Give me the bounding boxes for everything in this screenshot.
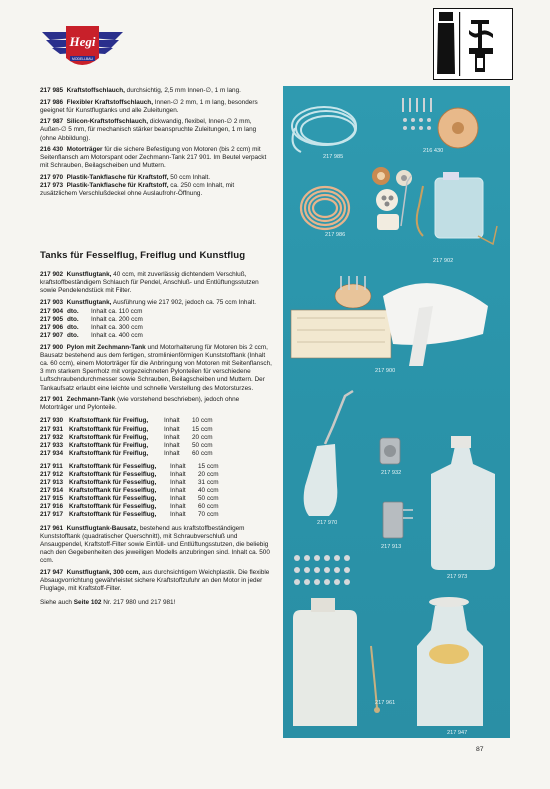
intro-block — [40, 87, 272, 202]
photo-label-217913: 217 913 — [381, 544, 402, 550]
product-photo — [283, 86, 510, 738]
list-item: 217 933 Kraftstofftank für Freiflug, Inhalt 50 ccm — [40, 441, 213, 449]
list-item: 217 904 dto. Inhalt ca. 110 ccm — [40, 308, 143, 316]
motor-mount-image — [403, 98, 478, 148]
photo-label-217947: 217 947 — [447, 730, 468, 736]
product-217903: 217 903 Kunstflugtank, Ausführung wie 217 902, jedoch ca. 75 ccm Inhalt. — [40, 298, 256, 306]
list-item: 217 914 Kraftstofftank für Fesselflug, Inhalt 40 ccm — [40, 487, 219, 495]
freiflug-list — [40, 417, 272, 457]
tank-bottle-217947-image — [417, 597, 483, 726]
footer-note: Siehe auch Seite 102 Nr. 217 980 und 217 981! — [40, 599, 176, 607]
product-217902: 217 902 Kunstflugtank, 40 ccm, mit zuverlässig dichtendem Verschluß, kraftstoffbeständigem Schlauch für Pendel, Anschluß- und Entlüftungsstutzen sowie Pendelendstück mit Filter. — [40, 271, 259, 295]
product-217987: 217 987 Silicon-Kraftstoffschlauch, dickwandig, flexibel, Innen-∅ 2 mm, Außen-∅ 5 mm, für mechanisch stärker beanspruchte Zuleitungen, 1 m lang (ohne Abbildung). — [40, 118, 257, 142]
tools-category-icon — [433, 8, 513, 80]
product-217947: 217 947 Kunstflugtank, 300 ccm, aus durchsichtigem Weichplastik. Die flexible Absaugvorrichtung gewährleistet sichere Kraftstoffzufuhr an den Motor in jeder Fluglage, mit Kraftstoff-Filter. — [40, 568, 270, 593]
list-item: 217 917 Kraftstofftank für Fesselflug, Inhalt 70 ccm — [40, 511, 219, 519]
copper-tubing-image — [301, 187, 349, 229]
dto-list — [40, 308, 272, 340]
tank-217932-image — [380, 438, 400, 464]
photo-label-217985: 217 985 — [323, 154, 344, 160]
photo-label-217961: 217 961 — [375, 700, 396, 706]
list-item: 217 912 Kraftstofftank für Fesselflug, Inhalt 20 ccm — [40, 470, 219, 478]
product-217973: 217 973 Plastik-Tankflasche für Kraftstoff, ca. 250 ccm Inhalt, mit zusätzlichem Verschlußdeckel ohne Auslaufrohr-Öffnung. — [40, 182, 235, 198]
product-216430: 216 430 Motorträger für die sichere Befestigung von Motoren (bis 2 ccm) mit Seitenflansch am Motorspant oder Zechmann-Tank 217 901. Im Beutel verpackt mit Schrauben, Beilagscheiben und Muttern. — [40, 146, 267, 170]
list-item: 217 913 Kraftstofftank für Fesselflug, Inhalt 31 ccm — [40, 479, 219, 487]
list-item: 217 906 dto. Inhalt ca. 300 ccm — [40, 324, 143, 332]
section-title: Tanks für Fesselflug, Freiflug und Kunstflug — [40, 250, 246, 261]
fesselflug-list — [40, 463, 272, 520]
list-item: 217 931 Kraftstofftank für Freiflug, Inhalt 15 ccm — [40, 425, 213, 433]
list-item: 217 911 Kraftstofftank für Fesselflug, Inhalt 15 ccm — [40, 462, 219, 470]
pylon-tank-217900-image — [291, 276, 488, 366]
tank-217913-image — [383, 502, 413, 538]
photo-label-217900: 217 900 — [375, 368, 396, 374]
product-217985: 217 985 Kraftstoffschlauch, durchsichtig, 2,5 mm Innen-∅, 1 m lang. — [40, 87, 241, 94]
clear-tubing-image — [292, 107, 356, 152]
photo-label-217932: 217 932 — [381, 470, 402, 476]
hegi-logo — [40, 18, 125, 76]
logo-subtext: MODELLBAU — [72, 57, 93, 61]
product-photo-panel — [283, 86, 510, 738]
product-217900: 217 900 Pylon mit Zechmann-Tank und Motorhalterung für Motoren bis 2 ccm, Bausatz bestehend aus dem fertigen, stromlinienförmigen Kunststofftank (Inhalt ca. 60 ccm), einem Motorträger für die Anbringung von Motoren mit Seitenflansch, 3 mm starkem Sperrholz mit vorgezeichneten Pylonteilen für verschiedene Luftschraubendurchmesser sowie Schrauben, Beilagscheiben und Muttern. Der Tankaufsatz erlaubt eine leichte und schnelle Verstellung des Motorsturzes. — [40, 343, 272, 392]
logo-text: Hegi — [69, 34, 96, 49]
photo-label-217986: 217 986 — [325, 232, 346, 238]
list-item: 217 915 Kraftstofftank für Fesselflug, Inhalt 50 ccm — [40, 495, 219, 503]
tank-bottle-217970-image — [304, 391, 353, 516]
page-number: 87 — [476, 746, 484, 753]
product-217970: 217 970 Plastik-Tankflasche für Kraftstoff, 50 ccm Inhalt. — [40, 173, 211, 181]
product-217901: 217 901 Zechmann-Tank (wie vorstehend beschrieben), jedoch ohne Motorträger und Pylonteile. — [40, 396, 240, 412]
list-item: 217 934 Kraftstofftank für Freiflug, Inhalt 60 ccm — [40, 449, 213, 457]
product-217961: 217 961 Kunstflugtank-Bausatz, bestehend aus kraftstoffbeständigem Kunststofftank (quadratischer Querschnitt), mit Schraubverschluß und Ansaugpendel, Kraftstoff-Filter sowie Einfüll- und Entlüftungsstutzen, die beliebig nach den Gegebenheiten des jeweiligen Modells anzubringen sind. Inhalt ca. 500 ccm. — [40, 524, 270, 565]
list-item: 217 907 dto. Inhalt ca. 400 ccm — [40, 332, 143, 340]
photo-label-216430: 216 430 — [423, 148, 444, 154]
list-item: 217 905 dto. Inhalt ca. 200 ccm — [40, 316, 143, 324]
tank-217902-image — [417, 172, 497, 244]
list-item: 217 930 Kraftstofftank für Freiflug, Inhalt 10 ccm — [40, 417, 213, 425]
product-217986: 217 986 Flexibler Kraftstoffschlauch, Innen-∅ 2 mm, 1 m lang, besonders geeignet für Kunstflugtanks und alle Zuleitungen. — [40, 98, 258, 114]
photo-label-217973: 217 973 — [447, 574, 468, 580]
tank-bottle-217973-image — [431, 436, 495, 570]
tanks-block — [40, 271, 272, 611]
list-item: 217 916 Kraftstofftank für Fesselflug, Inhalt 60 ccm — [40, 503, 219, 511]
photo-label-217970: 217 970 — [317, 520, 338, 526]
list-item: 217 932 Kraftstofftank für Freiflug, Inhalt 20 ccm — [40, 433, 213, 441]
screws-nuts-image — [294, 555, 350, 585]
tank-217961-image — [293, 598, 380, 726]
tank-stoppers-image — [372, 167, 412, 230]
photo-label-217902: 217 902 — [433, 258, 454, 264]
